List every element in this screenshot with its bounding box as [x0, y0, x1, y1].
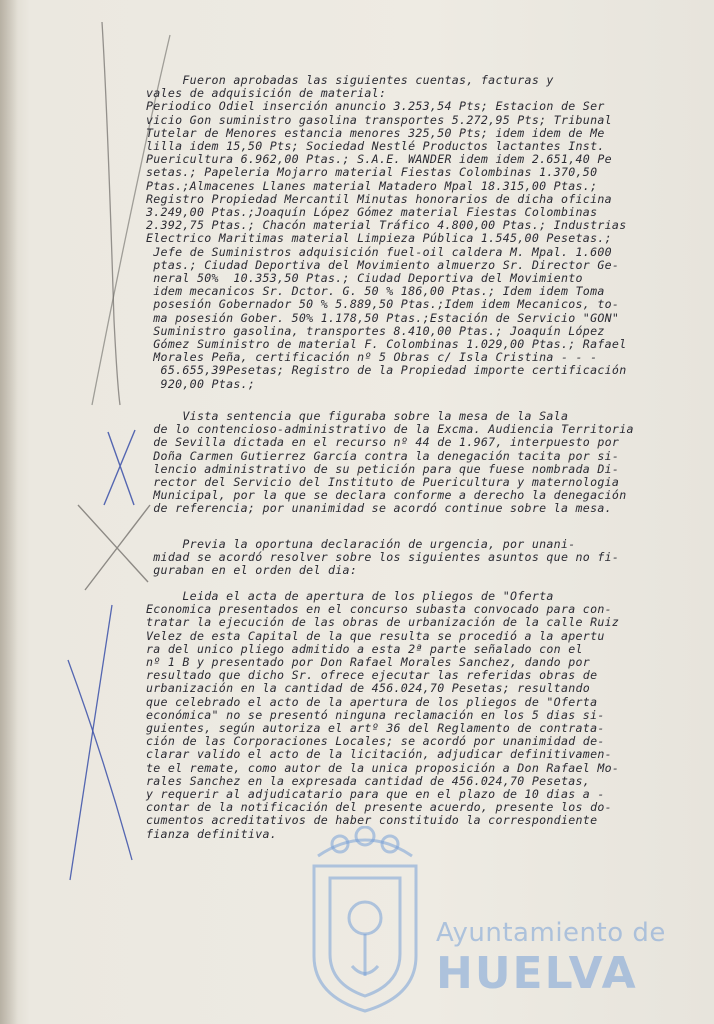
paragraph-approved-accounts: [146, 74, 706, 391]
text-line: Gómez Suministro de material F. Colombinas 1.029,00 Ptas.; Rafael: [146, 337, 627, 352]
text-line: y requerir al adjudicatario para que en el plazo de 10 dias a -: [146, 787, 605, 802]
text-line: 65.655,39Pesetas; Registro de la Propiedad importe certificación: [146, 363, 627, 378]
text-line: lilla idem 15,50 Pts; Sociedad Nestlé Productos lactantes Inst.: [146, 139, 605, 154]
text-line: 920,00 Ptas.;: [146, 376, 256, 391]
text-line: Doña Carmen Gutierrez García contra la denegación tacita por si-: [146, 448, 620, 463]
paragraph-court-sentence: [146, 410, 706, 516]
text-line: Previa la oportuna declaración de urgencia, por unani-: [146, 537, 576, 551]
text-line: Velez de esta Capital de la que resulta se procedió a la apertu: [146, 628, 605, 643]
text-line: Registro Propiedad Mercantil Minutas honorarios de dicha oficina: [146, 191, 612, 206]
text-line: lencio administrativo de su petición para que fuese nombrada Di-: [146, 461, 620, 476]
text-line: cumentos acreditativos de haber constituido la correspondiente: [146, 813, 598, 828]
text-line: posesión Gobernador 50 % 5.889,50 Ptas.;Idem idem Mecanicos, to-: [146, 297, 620, 312]
text-line: setas.; Papeleria Mojarro material Fiestas Colombinas 1.370,50: [146, 165, 598, 180]
text-line: fianza definitiva.: [146, 826, 278, 841]
blue-pen-long-stroke-1: [70, 605, 112, 880]
blue-pen-cross-1: [104, 430, 135, 505]
paragraph-bid-award: [146, 590, 706, 841]
page-edge-shadow: [0, 0, 18, 1024]
text-line: Puericultura 6.962,00 Ptas.; S.A.E. WANDER idem idem 2.651,40 Pe: [146, 152, 612, 167]
text-line: de referencia; por unanimidad se acordó continue sobre la mesa.: [146, 501, 612, 516]
watermark-line2: HUELVA: [436, 948, 638, 999]
text-line: guientes, según autoriza el artº 36 del Reglamento de contrata-: [146, 721, 605, 736]
pencil-vertical-line: [102, 22, 120, 405]
text-line: que celebrado el acto de la apertura de los pliegos de "Oferta: [146, 694, 598, 709]
text-line: neral 50% 10.353,50 Ptas.; Ciudad Deportiva del Movimiento: [146, 271, 583, 286]
text-line: ptas.; Ciudad Deportiva del Movimiento almuerzo Sr. Director Ge-: [146, 257, 620, 272]
text-line: Electrico Maritimas material Limpieza Pública 1.545,00 Pesetas.;: [146, 231, 612, 246]
text-line: Periodico Odiel inserción anuncio 3.253,54 Pts; Estacion de Ser: [146, 99, 605, 114]
text-line: Fueron aprobadas las siguientes cuentas, facturas y: [146, 73, 554, 87]
text-line: Suministro gasolina, transportes 8.410,00 Ptas.; Joaquín López: [146, 323, 605, 338]
text-line: 3.249,00 Ptas.;Joaquín López Gómez material Fiestas Colombinas: [146, 205, 598, 220]
text-line: resultado que dicho Sr. ofrece ejecutar las referidas obras de: [146, 668, 598, 683]
text-line: idem mecanicos Sr. Dctor. G. 50 % 186,00 Ptas.; Idem idem Toma: [146, 284, 605, 299]
text-line: nº 1 B y presentado por Don Rafael Morales Sanchez, dando por: [146, 655, 591, 670]
text-line: contar de la notificación del presente acuerdo, presente los do-: [146, 800, 612, 815]
text-line: de lo contencioso-administrativo de la Excma. Audiencia Territoria: [146, 422, 634, 437]
ayuntamiento-watermark: [300, 826, 710, 1016]
text-line: Municipal, por la que se declara conforme a derecho la denegación: [146, 488, 627, 503]
text-line: Tutelar de Menores estancia menores 325,50 Pts; idem idem de Me: [146, 125, 605, 140]
text-line: rales Sanchez en la expresada cantidad de 456.024,70 Pesetas,: [146, 773, 591, 788]
watermark-line1: Ayuntamiento de: [436, 918, 666, 948]
text-line: Vista sentencia que figuraba sobre la mesa de la Sala: [146, 409, 569, 423]
paragraph-urgency-declaration: [146, 538, 706, 578]
blue-pen-long-stroke-2: [68, 660, 132, 860]
text-line: 2.392,75 Ptas.; Chacón material Tráfico 4.800,00 Ptas.; Industrias: [146, 218, 627, 233]
text-line: de Sevilla dictada en el recurso nº 44 de 1.967, interpuesto por: [146, 435, 620, 450]
text-line: Morales Peña, certificación nº 5 Obras c/ Isla Cristina - - -: [146, 350, 598, 365]
text-line: guraban en el orden del dia:: [146, 563, 358, 578]
text-line: rector del Servicio del Instituto de Puericultura y maternologia: [146, 475, 620, 490]
text-line: ra del unico pliego admitido a esta 2ª parte señalado con el: [146, 641, 583, 656]
text-line: Jefe de Suministros adquisición fuel-oil caldera M. Mpal. 1.600: [146, 244, 612, 259]
pencil-cross-mark: [78, 505, 150, 590]
text-line: Leida el acta de apertura de los pliegos de "Oferta: [146, 589, 554, 603]
text-line: midad se acordó resolver sobre los siguientes asuntos que no fi-: [146, 550, 620, 565]
text-line: económica" no se presentó ninguna reclamación en los 5 dias si-: [146, 707, 605, 722]
text-line: Ptas.;Almacenes Llanes material Matadero Mpal 18.315,00 Ptas.;: [146, 178, 598, 193]
huelva-coat-of-arms-icon: [300, 826, 430, 1016]
text-line: ción de las Corporaciones Locales; se acordó por unanimidad de-: [146, 734, 605, 749]
text-line: urbanización en la cantidad de 456.024,70 Pesetas; resultando: [146, 681, 591, 696]
text-line: Economica presentados en el concurso subasta convocado para con-: [146, 602, 612, 617]
text-line: te el remate, como autor de la unica proposición a Don Rafael Mo-: [146, 760, 620, 775]
text-line: tratar la ejecución de las obras de urbanización de la calle Ruiz: [146, 615, 620, 630]
text-line: vales de adquisición de material:: [146, 86, 387, 101]
text-line: vicio Gon suministro gasolina transportes 5.272,95 Pts; Tribunal: [146, 112, 612, 127]
text-line: clarar valido el acto de la licitación, adjudicar definitivamen-: [146, 747, 612, 762]
text-line: ma posesión Gober. 50% 1.178,50 Ptas.;Estación de Servicio "GON": [146, 310, 620, 325]
